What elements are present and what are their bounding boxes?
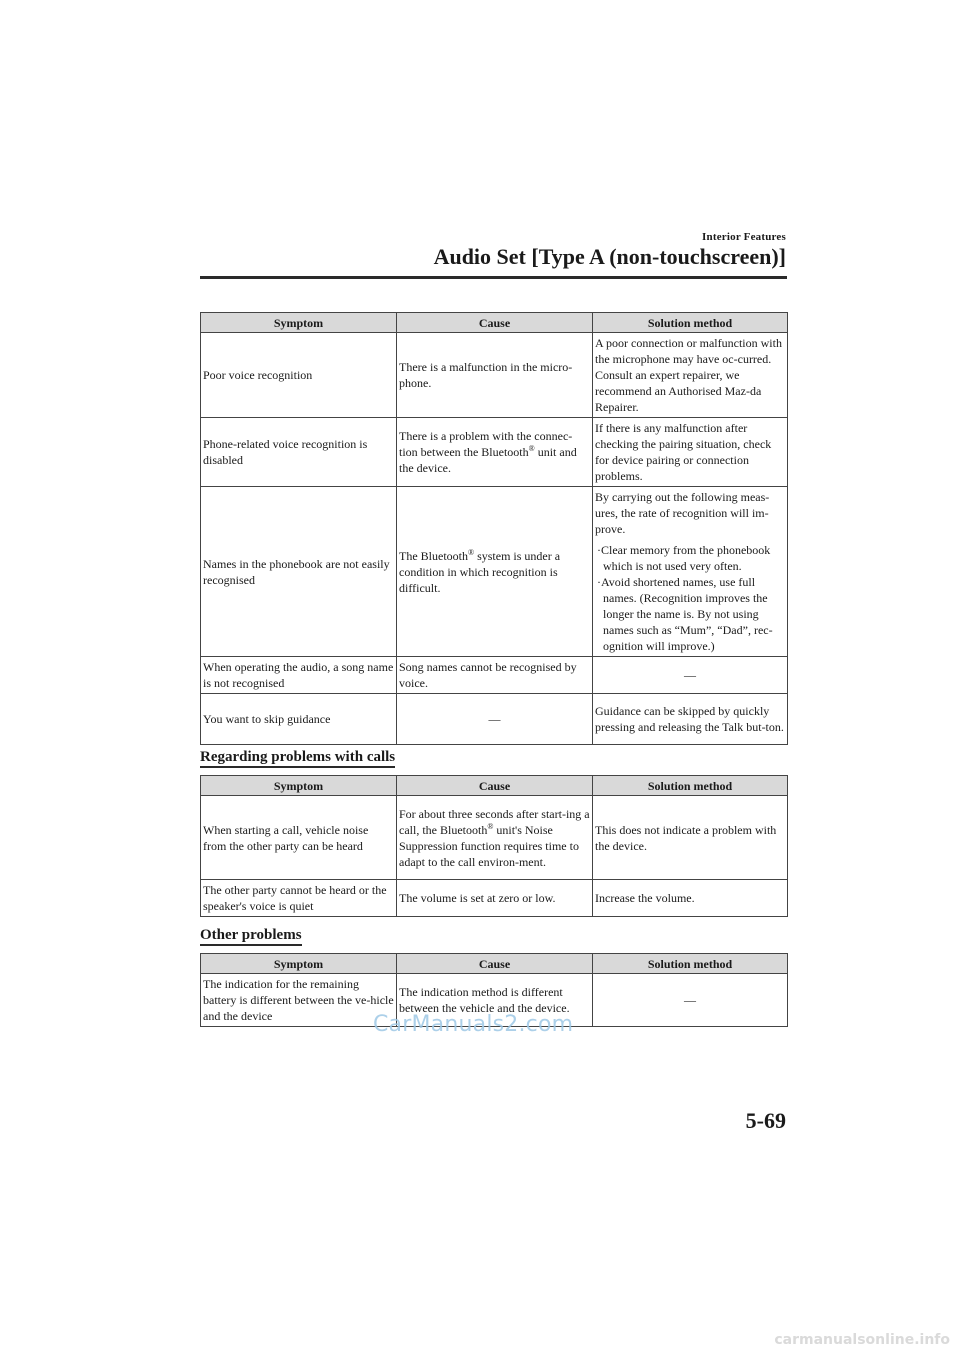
table-header-row xyxy=(201,313,788,333)
column-header-solution: Solution method xyxy=(593,776,788,796)
cause-cell: The volume is set at zero or low. xyxy=(397,880,593,917)
watermark-logo: CarManuals2.com xyxy=(373,1012,574,1037)
solution-cell xyxy=(593,487,788,657)
solution-cell: — xyxy=(593,974,788,1027)
symptom-cell: The indication for the remaining battery is different between the ve-hicle and the device xyxy=(201,974,397,1027)
registered-mark: ® xyxy=(487,821,494,831)
cause-text: There is a problem with the connec-tion between the Bluetooth xyxy=(399,429,573,459)
cause-text: system is under a condition in which recognition is difficult. xyxy=(399,548,561,595)
table-row xyxy=(201,880,788,917)
registered-mark: ® xyxy=(528,444,535,453)
symptom-cell: When starting a call, vehicle noise from the other party can be heard xyxy=(201,796,397,880)
page-title: Audio Set [Type A (non-touchscreen)] xyxy=(433,244,786,269)
cause-text: For about three seconds after start-ing a call, the Bluetooth xyxy=(399,806,590,837)
cause-text: unit's Noise Suppression function requires time to adapt to the call environ-ment. xyxy=(399,822,579,869)
column-header-cause: Cause xyxy=(397,313,593,333)
symptom-cell: Poor voice recognition xyxy=(201,333,397,418)
column-header-symptom: Symptom xyxy=(201,313,397,333)
column-header-symptom: Symptom xyxy=(201,776,397,796)
solution-cell: — xyxy=(593,657,788,694)
cause-cell: — xyxy=(397,694,593,745)
cause-cell: The indication method is different between the vehicle and the device. xyxy=(397,974,593,1027)
symptom-cell: When operating the audio, a song name is not recognised xyxy=(201,657,397,694)
cause-cell xyxy=(397,796,593,880)
solution-bullet-list xyxy=(595,542,785,654)
symptom-cell: Names in the phonebook are not easily recognised xyxy=(201,487,397,657)
table-header-row xyxy=(201,954,788,974)
symptom-cell: Phone-related voice recognition is disabled xyxy=(201,418,397,487)
table-header-row xyxy=(201,776,788,796)
cause-text: The Bluetooth xyxy=(399,548,468,563)
solution-cell: Guidance can be skipped by quickly pressing and releasing the Talk but-ton. xyxy=(593,694,788,745)
solution-intro: By carrying out the following meas-ures, the rate of recognition will im-prove. xyxy=(595,490,770,536)
section-heading-other: Other problems xyxy=(200,926,302,946)
table-row xyxy=(201,333,788,418)
solution-cell: A poor connection or malfunction with the microphone may have oc-curred. Consult an expert repairer, we recommend an Authorised Maz-da Repairer. xyxy=(593,333,788,418)
table-row xyxy=(201,418,788,487)
column-header-solution: Solution method xyxy=(593,954,788,974)
header-section-label: Interior Features xyxy=(702,231,786,243)
cause-text: unit and the device. xyxy=(399,445,577,475)
footer-watermark-url: carmanualsonline.info xyxy=(774,1332,950,1348)
symptom-cell: You want to skip guidance xyxy=(201,694,397,745)
column-header-symptom: Symptom xyxy=(201,954,397,974)
table-row xyxy=(201,694,788,745)
header-rule xyxy=(200,276,787,279)
table-row xyxy=(201,487,788,657)
cause-cell: Song names cannot be recognised by voice. xyxy=(397,657,593,694)
section-heading-calls: Regarding problems with calls xyxy=(200,748,395,768)
cause-cell xyxy=(397,487,593,657)
column-header-cause: Cause xyxy=(397,776,593,796)
table-row xyxy=(201,657,788,694)
bullet-item: · Clear memory from the phonebook which is not used very often. xyxy=(595,542,785,574)
table-row xyxy=(201,796,788,880)
symptom-cell: The other party cannot be heard or the speaker's voice is quiet xyxy=(201,880,397,917)
page-number: 5-69 xyxy=(745,1108,786,1133)
bullet-item: · Avoid shortened names, use full names. (Recognition improves the longer the name is. By not using names such as “Mum”, “Dad”, rec-ognition will improve.) xyxy=(595,574,785,654)
voice-recognition-table xyxy=(200,312,788,745)
cause-cell: There is a malfunction in the micro-phone. xyxy=(397,333,593,418)
solution-cell: If there is any malfunction after checking the pairing situation, check for device pairing or connection problems. xyxy=(593,418,788,487)
column-header-cause: Cause xyxy=(397,954,593,974)
cause-cell xyxy=(397,418,593,487)
calls-table xyxy=(200,775,788,917)
column-header-solution: Solution method xyxy=(593,313,788,333)
solution-cell: Increase the volume. xyxy=(593,880,788,917)
solution-cell: This does not indicate a problem with the device. xyxy=(593,796,788,880)
registered-mark: ® xyxy=(468,547,475,557)
